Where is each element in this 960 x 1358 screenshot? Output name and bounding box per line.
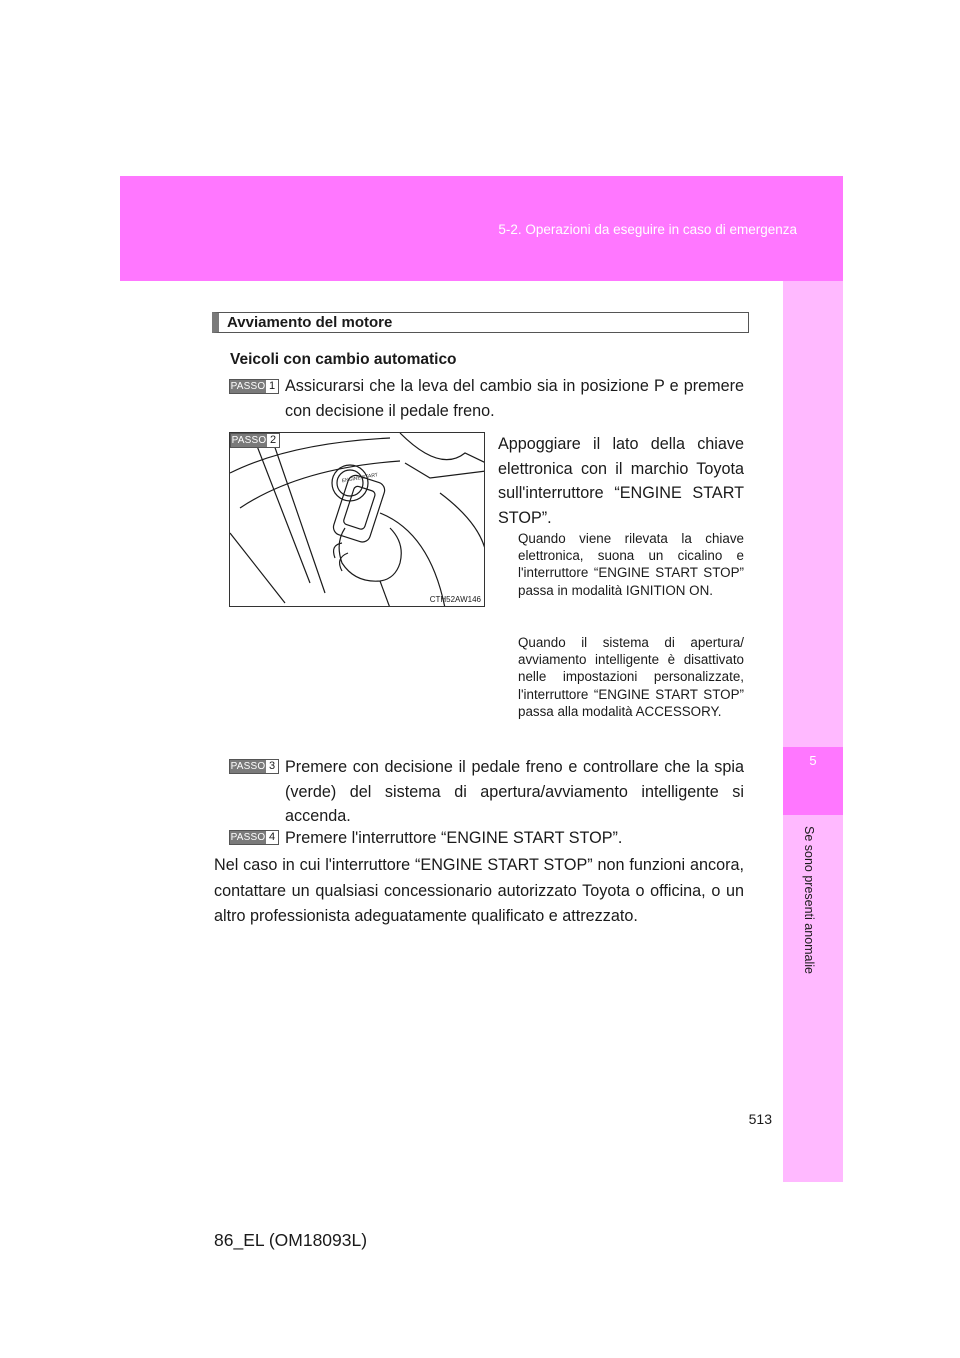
step-badge-number: 1 — [268, 380, 276, 392]
step-badge-number: 4 — [268, 831, 276, 843]
page-number: 513 — [748, 1111, 772, 1127]
chapter-label: Se sono presenti anomalie — [802, 826, 816, 975]
step-1-text: Assicurarsi che la leva del cambio sia in posizione P e premere con decisione il pedale freno. — [285, 377, 744, 420]
step-2-note-2: Quando il sistema di apertura/ avviamento intelligente è disattivato nelle impostazioni personalizzate, l'interruttore “ENGINE START STOP” passa alla modalità ACCESSORY. — [518, 635, 744, 719]
section-heading-text: Avviamento del motore — [227, 314, 393, 331]
chapter-side-tab[interactable] — [783, 281, 843, 1182]
step-2-note-1: Quando viene rilevata la chiave elettronica, suona un cicalino e l'interruttore “ENGINE START STOP” passa in modalità IGNITION ON. — [518, 531, 744, 598]
step-badge-3 — [229, 759, 279, 774]
chapter-number-box — [783, 747, 843, 815]
section-title: 5-2. Operazioni da eseguire in caso di emergenza — [498, 222, 797, 237]
step-4-text: Premere l'interruttore “ENGINE START STOP”. — [285, 829, 623, 847]
step-badge-label: PASSO — [230, 761, 266, 772]
step-badge-4 — [229, 830, 279, 845]
step-badge-number: 3 — [268, 760, 276, 772]
subheading: Veicoli con cambio automatico — [230, 351, 457, 368]
header-band — [120, 176, 843, 281]
figure-key-on-switch — [229, 432, 485, 607]
figure-code: CTH52AW146 — [429, 595, 481, 604]
closing-paragraph: Nel caso in cui l'interruttore “ENGINE START STOP” non funzioni ancora, contattare un qualsiasi concessionario autorizzato Toyota o officina, o un altro professionista adeguatamente qualificato e attrezzato. — [214, 856, 744, 925]
figure-button-text: ENGINE START — [341, 472, 379, 485]
step-badge-number: 2 — [269, 434, 277, 446]
step-badge-label: PASSO — [230, 381, 266, 392]
step-badge-1 — [229, 379, 279, 394]
document-code: 86_EL (OM18093L) — [214, 1230, 368, 1250]
step-badge-label: PASSO — [231, 435, 267, 446]
step-2-text: Appoggiare il lato della chiave elettronica con il marchio Toyota sull'interruttore “ENGINE START STOP”. — [498, 435, 744, 527]
key-illustration — [230, 433, 485, 607]
step-3-text: Premere con decisione il pedale freno e controllare che la spia (verde) del sistema di apertura/avviamento intelligente si accenda. — [285, 758, 744, 825]
chapter-number: 5 — [809, 753, 817, 768]
step-badge-label: PASSO — [230, 832, 266, 843]
section-heading — [212, 312, 749, 333]
step-badge-2 — [230, 433, 280, 448]
